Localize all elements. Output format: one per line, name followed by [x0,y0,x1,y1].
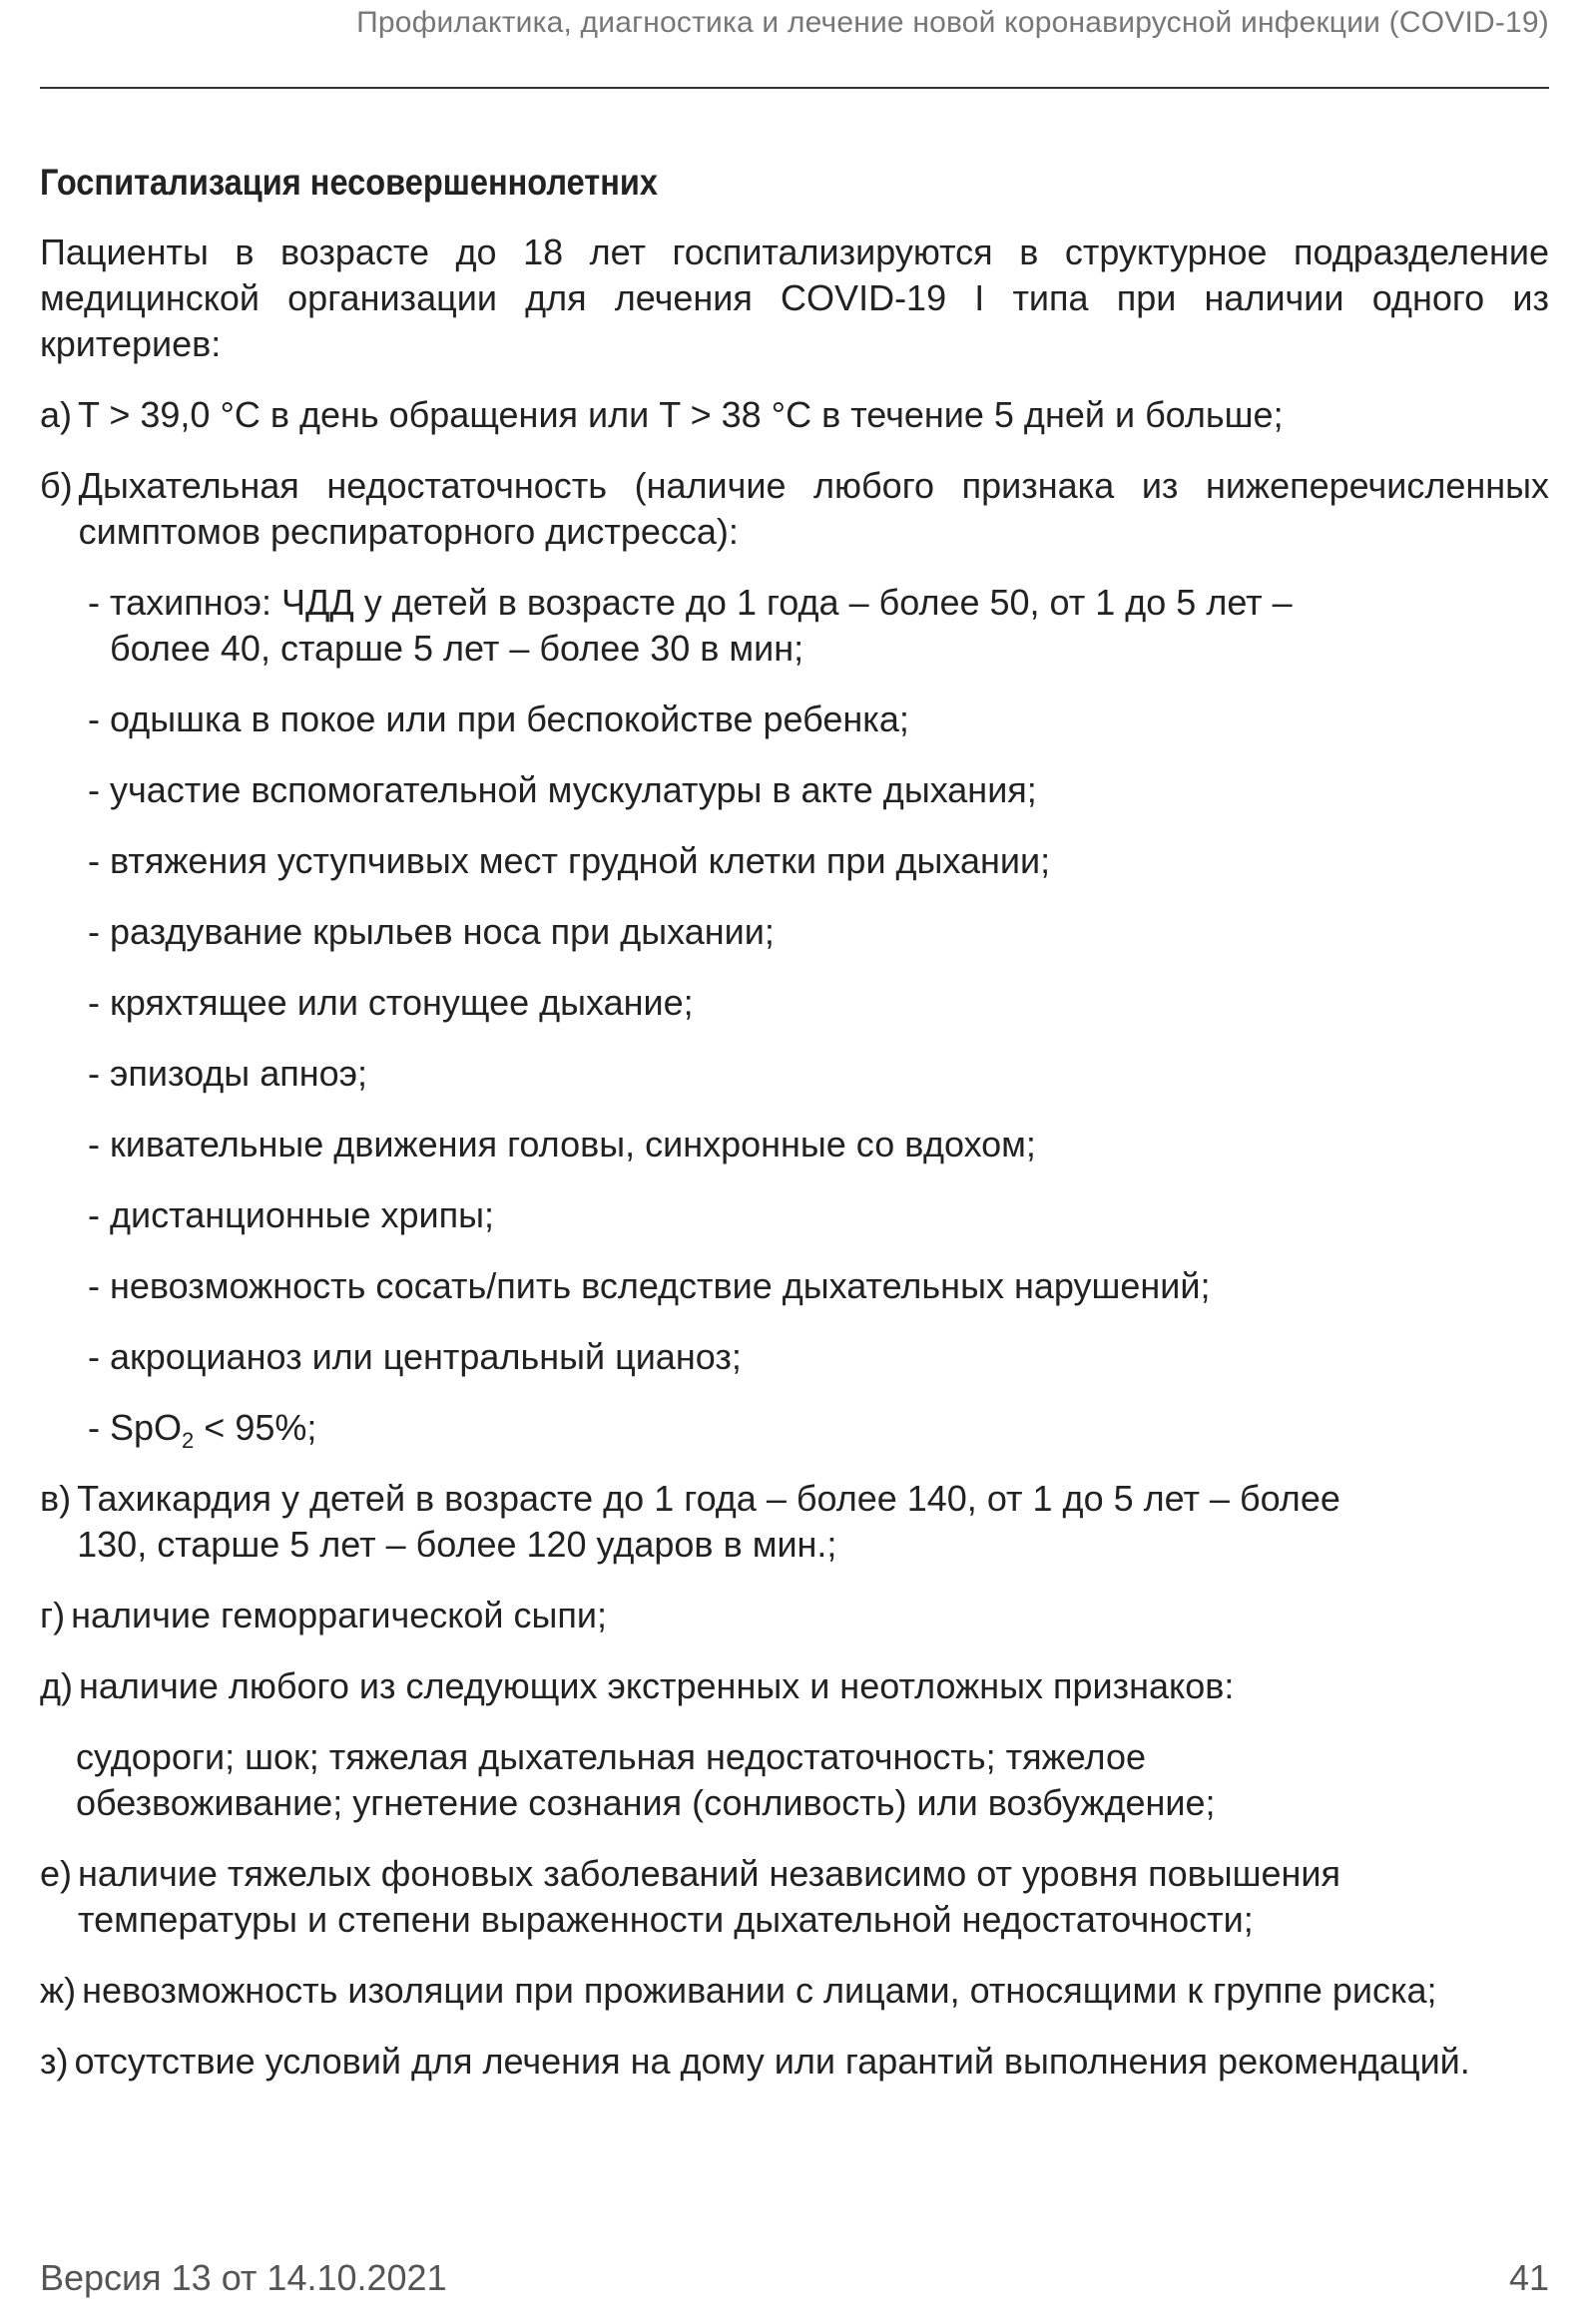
list-item-text: эпизоды апноэ; [110,1053,367,1094]
dash-marker: - [88,1124,100,1164]
list-item [88,980,1549,1026]
criterion-letter: г) [40,1595,66,1635]
criterion-letter: б) [40,465,73,506]
section-title: Госпитализация несовершеннолетних [40,162,659,203]
list-item-text: дистанционные хрипы; [110,1194,495,1235]
criterion-letter: ж) [40,1970,77,2011]
list-item-spo2 [88,1405,1549,1454]
page-number: 41 [1508,2257,1549,2298]
list-item [88,1263,1549,1309]
criterion-text: наличие тяжелых фоновых заболеваний независимо от уровня повышения температуры и степени выраженности дыхательной недостаточности; [78,1853,1341,1940]
criterion-a [40,392,1549,438]
criterion-text: отсутствие условий для лечения на дому или гарантий выполнения рекомендаций. [74,2041,1470,2082]
criterion-text: невозможность изоляции при проживании с лицами, относящими к группе риска; [82,1970,1437,2011]
list-item-text: акроцианоз или центральный цианоз; [110,1336,742,1377]
criterion-letter: а) [40,394,73,435]
dash-marker: - [88,982,100,1023]
list-item-text: невозможность сосать/пить вследствие дыхательных нарушений; [110,1265,1211,1306]
criterion-text: Дыхательная недостаточность (наличие любого признака из нижеперечисленных симптомов респираторного дистресса): [78,465,1549,552]
criterion-text: Тахикардия у детей в возрасте до 1 года – более 140, от 1 до 5 лет – более 130, старше 5 лет – более 120 ударов в мин.; [77,1478,1340,1565]
spo2-subscript: 2 [182,1428,195,1454]
criterion-letter: е) [40,1853,73,1894]
criterion-text: T > 39,0 °C в день обращения или T > 38 °C в течение 5 дней и больше; [78,394,1284,435]
spo2-threshold: < 95%; [194,1407,317,1448]
list-item-text: раздувание крыльев носа при дыхании; [110,911,775,952]
page-content [40,150,1549,2109]
criterion-d [40,1663,1549,1709]
running-header: Профилактика, диагностика и лечение новой коронавирусной инфекции (COVID-19) [356,6,1549,39]
list-item-text: участие вспомогательной мускулатуры в акте дыхания; [110,769,1037,810]
criterion-e [40,1851,1549,1943]
dash-marker: - [88,840,100,881]
criterion-letter: в) [40,1478,72,1519]
list-item [88,767,1549,813]
dash-marker: - [88,769,100,810]
symptom-list [88,580,1549,1454]
dash-marker: - [88,582,100,623]
list-item-text: втяжения уступчивых мест грудной клетки при дыхании; [110,840,1051,881]
criterion-text: наличие геморрагической сыпи; [71,1595,608,1635]
criterion-z [40,2039,1549,2085]
criterion-text: наличие любого из следующих экстренных и неотложных признаков: [79,1665,1235,1706]
header-divider [40,87,1549,89]
criterion-v [40,1476,1549,1568]
dash-marker: - [88,911,100,952]
list-item-text [110,1405,1549,1454]
list-item-text: одышка в покое или при беспокойстве ребенка; [110,698,909,739]
dash-marker: - [88,1194,100,1235]
list-item-text: тахипноэ: ЧДД у детей в возрасте до 1 года – более 50, от 1 до 5 лет – более 40, старше 5 лет – более 30 в мин; [110,582,1293,669]
dash-marker: - [88,698,100,739]
dash-marker: - [88,1407,100,1448]
list-item [88,1334,1549,1380]
list-item [88,1122,1549,1167]
list-item [88,1051,1549,1097]
criterion-g [40,1593,1549,1638]
list-item [88,838,1549,884]
list-item-text: кряхтящее или стонущее дыхание; [110,982,694,1023]
criterion-zh [40,1968,1549,2014]
dash-marker: - [88,1265,100,1306]
list-item [88,1192,1549,1238]
dash-marker: - [88,1053,100,1094]
list-item [88,580,1549,672]
list-item [88,697,1549,742]
dash-marker: - [88,1336,100,1377]
intro-paragraph: Пациенты в возрасте до 18 лет госпитализируются в структурное подразделение медицинской организации для лечения COVID-19 I типа при наличии одного из критериев: [40,232,1549,364]
list-item [88,909,1549,955]
spo2-prefix: SpO [110,1407,183,1448]
version-footer: Версия 13 от 14.10.2021 [40,2257,447,2298]
criterion-letter: з) [40,2041,69,2082]
criterion-letter: д) [40,1665,73,1706]
criterion-b [40,463,1549,555]
emergency-signs: судороги; шок; тяжелая дыхательная недостаточность; тяжелое обезвоживание; угнетение сознания (сонливость) или возбуждение; [76,1736,1216,1823]
list-item-text: кивательные движения головы, синхронные со вдохом; [110,1124,1036,1164]
